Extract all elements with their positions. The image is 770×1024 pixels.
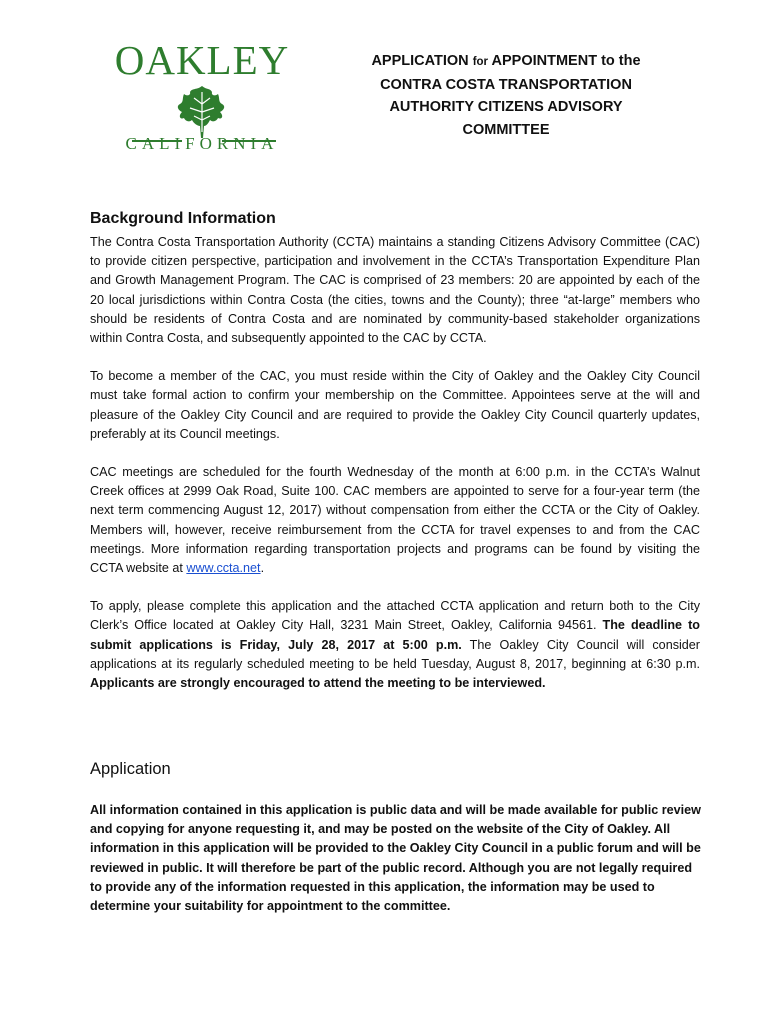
background-paragraph-3: CAC meetings are scheduled for the fourth Wednesday of the month at 6:00 p.m. in the CCTA’s Walnut Creek offices at 2999 Oak Road, Suite 100. CAC members are appointed to serve for a four-year term (the next term commencing August 12, 2017) without compensation from either the CCTA or the City of Oakley. Members will, however, receive reimbursement from the CCTA for travel expenses to and from the CAC meetings. More information regarding transportation projects and programs can be found by visiting the CCTA website at www.ccta.net. [90, 465, 700, 576]
background-paragraph-1: The Contra Costa Transportation Authority (CCTA) maintains a standing Citizens Advisory Committee (CAC) to provide citizen perspective, participation and involvement in the CCTA’s Transportation Expenditure Plan and Growth Management Program. The CAC is comprised of 23 members: 20 are appointed by each of the 20 local jurisdictions within Contra Costa (the cities, towns and the County); three “at-large” members who should be residents of Contra Costa and are nominated by community-based stakeholder organizations within Contra Costa, and subsequently appointed to the CAC by CCTA. [90, 235, 700, 346]
background-body [90, 233, 700, 712]
application-notice: All information contained in this application is public data and will be made available for public review and copying for anyone requesting it, and may be posted on the website of the City of Oakley. All information in this application will be provided to the Oakley City Council in a public forum and will be reviewed in public. It will therefore be part of the public record. Although you are not legally required to provide any of the information requested in this application, the information may be used to determine your suitability for appointment to the committee. [90, 803, 701, 914]
background-heading: Background Information [90, 210, 276, 227]
ccta-website-link[interactable]: www.ccta.net [186, 561, 261, 576]
logo-state: CALIFORNIA [125, 134, 279, 153]
application-heading: Application [90, 760, 171, 778]
background-paragraph-2: To become a member of the CAC, you must reside within the City of Oakley and the Oakley City Council must take formal action to confirm your membership on the Committee. Appointees serve at the will and pleasure of the Oakley City Council and are required to provide the Oakley City Council quarterly updates, preferably at its Council meetings. [90, 369, 700, 441]
background-paragraph-4: To apply, please complete this application and the attached CCTA application and return both to the City Clerk’s Office located at Oakley City Hall, 3231 Main Street, Oakley, California 94561. The deadline to submit applications is Friday, July 28, 2017 at 5:00 p.m. The Oakley City Council will consider applications at its regularly scheduled meeting to be held Tuesday, August 8, 2017, beginning at 6:30 p.m. Applicants are strongly encouraged to attend the meeting to be interviewed. [90, 599, 700, 691]
logo-wordmark: OAKLEY [114, 37, 290, 83]
oak-leaf-icon [174, 82, 230, 140]
oakley-logo [106, 38, 298, 156]
page-title: APPLICATION for APPOINTMENT to the CONTRA COSTA TRANSPORTATION AUTHORITY CITIZENS ADVISORY COMMITTEE [371, 53, 641, 138]
